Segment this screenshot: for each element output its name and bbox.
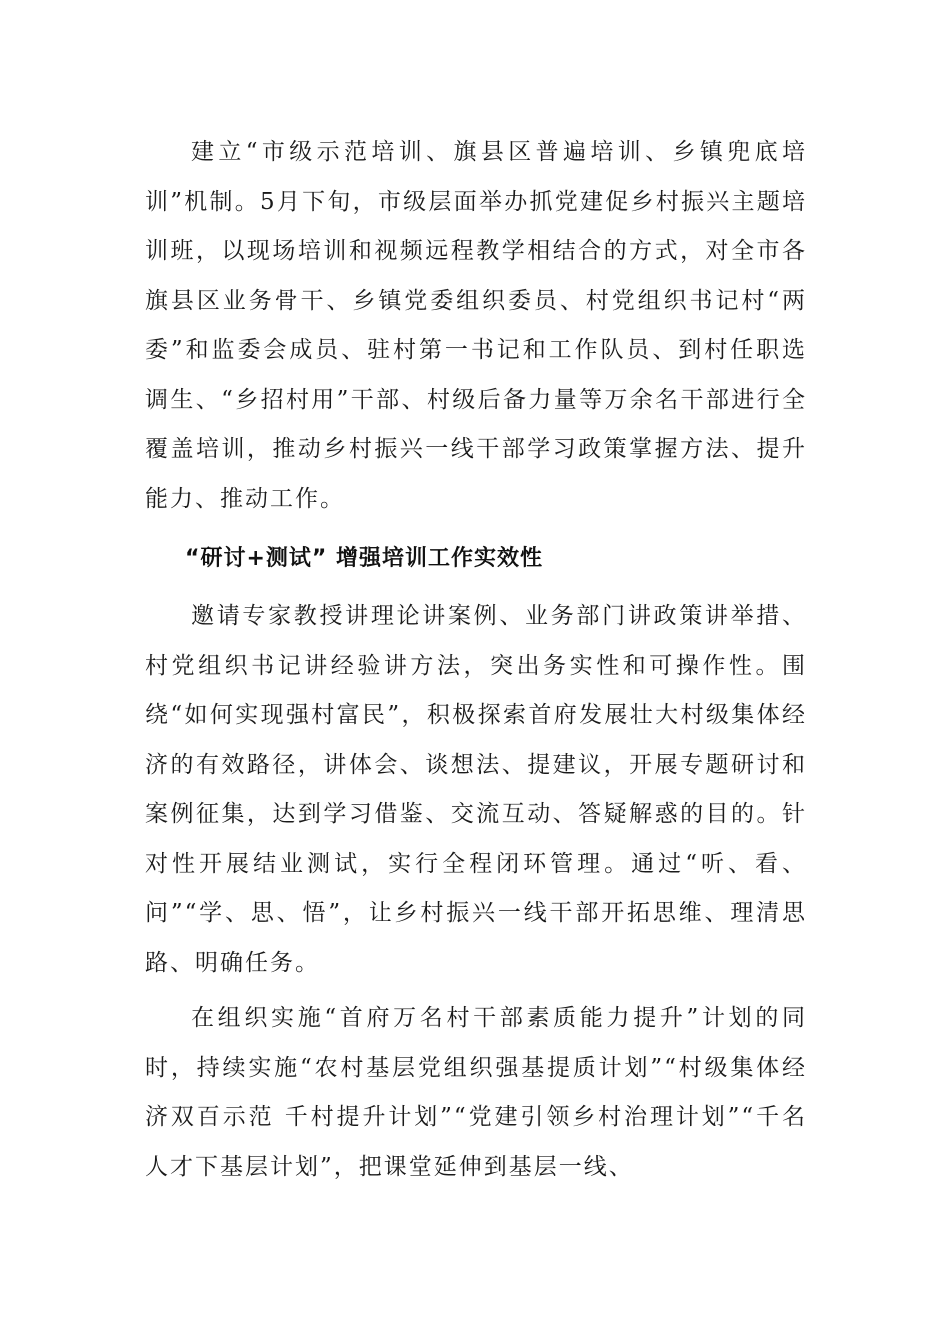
paragraph-research-test: 邀请专家教授讲理论讲案例、业务部门讲政策讲举措、村党组织书记讲经验讲方法，突出务实性和可操作性。围绕“如何实现强村富民”，积极探索首府发展壮大村级集体经济的有效路径，讲体会、谈想法、提建议，开展专题研讨和案例征集，达到学习借鉴、交流互动、答疑解惑的目的。针对性开展结业测试，实行全程闭环管理。通过“听、看、问”“学、思、悟”，让乡村振兴一线干部开拓思维、理清思路、明确任务。 xyxy=(145,603,807,976)
paragraph-training-mechanism: 建立“市级示范培训、旗县区普遍培训、乡镇兜底培训”机制。5月下旬，市级层面举办抓党建促乡村振兴主题培训班，以现场培训和视频远程教学相结合的方式，对全市各旗县区业务骨干、乡镇党委组织委员、村党组织书记村“两委”和监委会成员、驻村第一书记和工作队员、到村任职选调生、“乡招村用”干部、村级后备力量等万余名干部进行全覆盖培训，推动乡村振兴一线干部学习政策掌握方法、提升能力、推动工作。 xyxy=(145,139,807,512)
paragraph-plans: 在组织实施“首府万名村干部素质能力提升”计划的同时，持续实施“农村基层党组织强基提质计划”“村级集体经济双百示范 千村提升计划”“党建引领乡村治理计划”“千名人才下基层计划”，把课堂延伸到基层一线、 xyxy=(145,1005,807,1180)
paragraph-gap xyxy=(145,524,807,530)
section-heading-research-test: “研讨+测试” 增强培训工作实效性 xyxy=(185,546,544,571)
document-body xyxy=(145,128,807,1192)
